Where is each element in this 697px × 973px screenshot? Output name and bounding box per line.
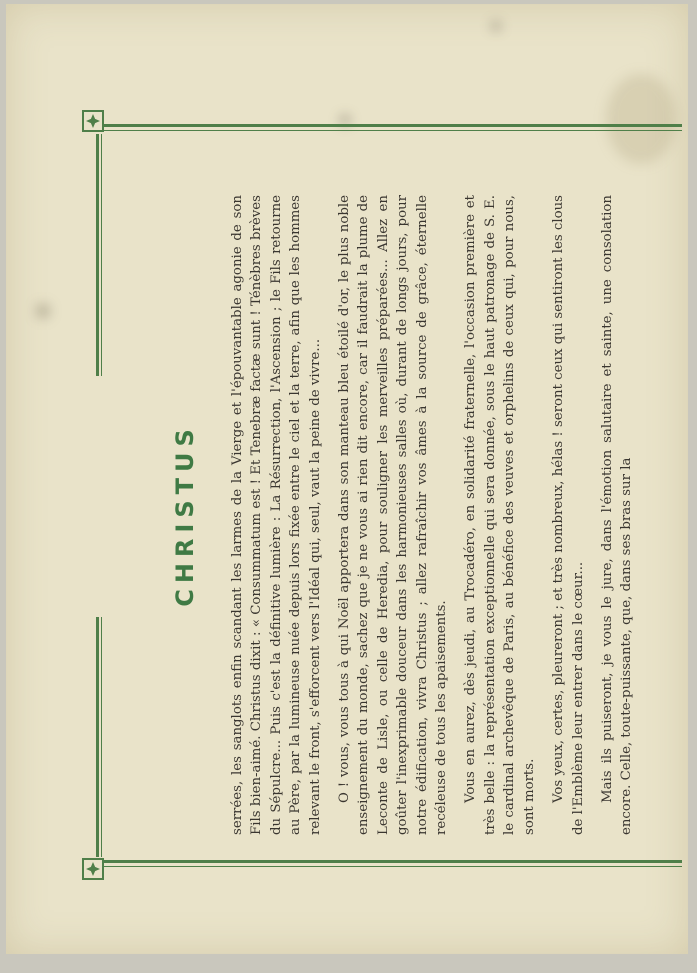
frame-rule-left-upper-thin [101, 134, 102, 376]
paper-spot [492, 22, 500, 30]
frame-rule-bottom-thin [102, 866, 682, 867]
article-paragraph: serrées, les sanglots enfin scandant les larmes de la Vierge et l'épouvantable agonie de son Fils bien-aimé. Christus dixit : « Consummatum est ! Et Tenebræ factæ sunt ! Ténèbres brèves du Sépulcre... Puis c'est la définitive lumière : La Résurrection, l'Ascension ; le Fils retourne au Père, par la lumineuse nuée depuis lors fixée entre le ciel et la terre, afin que les hommes relevant le front, s'efforcent vers l'Idéal qui, seul, vaut la peine de vivre... [230, 195, 323, 835]
rotated-article [150, 185, 635, 845]
frame-rule-bottom [102, 860, 682, 863]
frame-rule-left-lower [96, 617, 99, 857]
article-paragraph: Vos yeux, certes, pleureront ; et très nombreux, hélas ! seront ceux qui sentiront les clous de l'Emblème leur entrer dans le cœur... [551, 195, 586, 835]
article-paragraph: Mais ils puiseront, je vous le jure, dans l'émotion salutaire et sainte, une consolation encore. Celle, toute-puissante, que, dans ses bras sur la [599, 195, 635, 835]
article-paragraph: Vous en aurez, dès jeudi, au Trocadéro, en solidarité fraternelle, l'occasion première et très belle : la représentation exceptionnelle qui sera donnée, sous le haut patronage de S. E. le cardinal archevêque de Paris, au bénéfice des veuves et orphelins de ceux qui, pour nous, sont morts. [463, 195, 537, 835]
frame-rule-left-lower-thin [101, 617, 102, 857]
paper-spot [341, 116, 349, 124]
frame-rule-top-thin [102, 130, 682, 131]
frame-rule-top [102, 124, 682, 127]
article-body [228, 195, 647, 835]
corner-ornament-icon [82, 858, 104, 880]
paper-spot [36, 304, 50, 318]
article-paragraph: O ! vous, vous tous à qui Noël apportera dans son manteau bleu étoilé d'or, le plus noble enseignement du monde, sachez que je ne vous ai rien dit encore, car il faudrait la plume de Leconte de Lisle, ou celle de Heredia, pour souligner les merveilles préparées... Allez en goûter l'inexprimable douceur dans les harmonieuses salles où, durant de longs jours, pour notre édification, vivra Christus ; allez rafraîchir vos âmes à la source de grâce, éternelle recéleuse de tous les apaisements. [337, 195, 450, 835]
corner-ornament-icon [82, 110, 104, 132]
article-title: CHRISTUS [171, 423, 199, 607]
paper-stain [606, 74, 676, 164]
frame-rule-left-upper [96, 134, 99, 376]
